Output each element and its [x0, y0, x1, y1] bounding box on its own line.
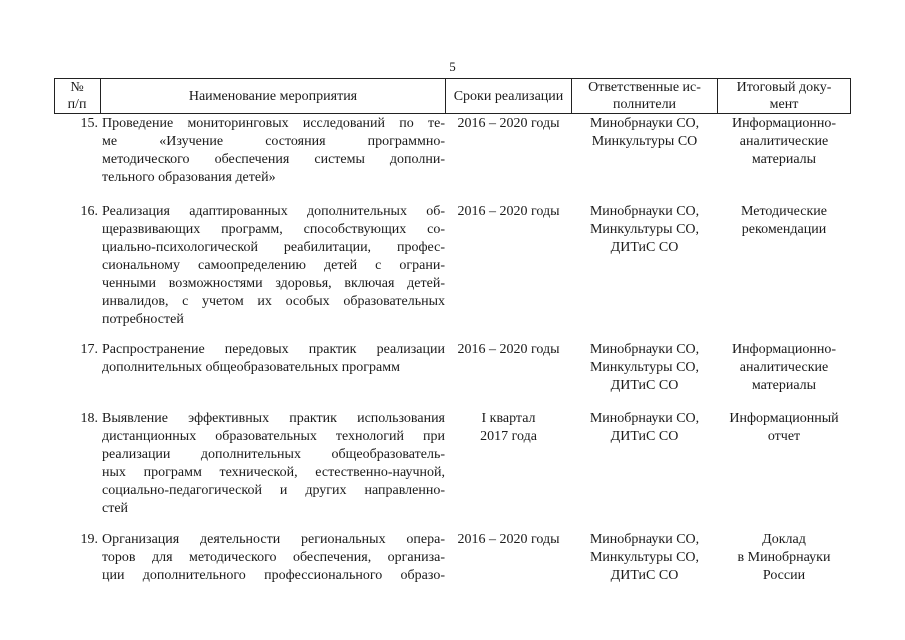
row-name-line: циально-психологической реабилитации, профес-	[102, 240, 445, 255]
table-header-bottom-border	[54, 113, 851, 114]
row-period	[446, 115, 571, 133]
row-name	[102, 531, 445, 585]
row-document-line: аналитические	[739, 360, 829, 375]
row-name-line: дистанционных образовательных технологий при	[102, 429, 445, 444]
row-period	[446, 410, 571, 446]
row-number: 19.	[80, 532, 98, 547]
row-name-line: ченными возможностями здоровья, включая детей-	[102, 276, 445, 291]
row-number: 17.	[80, 342, 98, 357]
header-responsible	[572, 79, 717, 113]
row-name-line: тельного образования детей»	[102, 170, 276, 185]
row-responsible-line: ДИТиС СО	[610, 378, 679, 393]
header-responsible-line2: полнители	[612, 97, 677, 112]
row-responsible-line: Минобрнауки СО,	[589, 116, 700, 131]
row-document	[718, 410, 850, 446]
row-period-line: I квартал	[481, 411, 536, 426]
row-responsible-line: ДИТиС СО	[610, 240, 679, 255]
row-document	[718, 341, 850, 395]
row-responsible-line: Минобрнауки СО,	[589, 532, 700, 547]
row-name-line: Проведение мониторинговых исследований по те-	[102, 116, 445, 131]
row-name-line: щеразвивающих программ, способствующих со-	[102, 222, 445, 237]
row-responsible-line: Минкультуры СО,	[589, 360, 700, 375]
row-name	[102, 115, 445, 187]
row-period-line: 2016 – 2020 годы	[457, 116, 560, 131]
row-period	[446, 341, 571, 359]
row-name-line: ции дополнительного профессионального образо-	[102, 568, 445, 583]
row-document-line: Информационный	[729, 411, 839, 426]
row-name-line: социально-педагогической и других направленно-	[102, 483, 445, 498]
row-responsible-line: Минкультуры СО,	[589, 550, 700, 565]
row-name-line: ных программ технической, естественно-научной,	[102, 465, 445, 480]
row-responsible-line: ДИТиС СО	[610, 429, 679, 444]
row-document	[718, 203, 850, 239]
row-document	[718, 115, 850, 169]
row-document-line: Информационно-	[731, 342, 837, 357]
row-responsible	[572, 203, 717, 257]
row-name-line: ме «Изучение состояния программно-	[102, 134, 445, 149]
row-responsible	[572, 341, 717, 395]
header-number-line2: п/п	[67, 97, 87, 112]
row-period	[446, 203, 571, 221]
row-name-line: инвалидов, с учетом их особых образовательных	[102, 294, 445, 309]
row-name	[102, 410, 445, 518]
row-document-line: аналитические	[739, 134, 829, 149]
row-responsible	[572, 531, 717, 585]
row-document-line: отчет	[767, 429, 801, 444]
row-document-line: Методические	[741, 204, 827, 219]
row-name-line: дополнительных общеобразовательных программ	[102, 360, 400, 375]
row-responsible-line: Минобрнауки СО,	[589, 342, 700, 357]
header-document-line1: Итоговый доку-	[736, 80, 832, 95]
page-number: 5	[449, 59, 456, 74]
row-name-line: Выявление эффективных практик использования	[102, 411, 445, 426]
row-name	[102, 341, 445, 377]
row-name-line: Реализация адаптированных дополнительных об-	[102, 204, 445, 219]
header-name: Наименование мероприятия	[188, 89, 358, 104]
row-document	[718, 531, 850, 585]
row-number: 15.	[80, 116, 98, 131]
header-number	[54, 79, 100, 113]
row-period	[446, 531, 571, 549]
row-responsible-line: ДИТиС СО	[610, 568, 679, 583]
row-name-line: методического обеспечения системы дополни-	[102, 152, 445, 167]
row-responsible	[572, 115, 717, 151]
row-responsible-line: Минкультуры СО	[591, 134, 698, 149]
header-document-line2: мент	[769, 97, 799, 112]
row-responsible-line: Минкультуры СО,	[589, 222, 700, 237]
row-document-line: России	[762, 568, 806, 583]
row-name-line: сиональному самоопределению детей с ограни-	[102, 258, 445, 273]
row-document-line: материалы	[751, 378, 817, 393]
header-period: Сроки реализации	[453, 89, 564, 104]
row-period-line: 2016 – 2020 годы	[457, 204, 560, 219]
row-period-line: 2016 – 2020 годы	[457, 342, 560, 357]
row-document-line: Доклад	[762, 532, 806, 547]
row-document-line: Информационно-	[731, 116, 837, 131]
row-name-line: реализации дополнительных общеобразователь-	[102, 447, 445, 462]
row-period-line: 2017 года	[480, 429, 537, 444]
header-number-line1: №	[70, 80, 84, 95]
row-name-line: торов для методического обеспечения, организа-	[102, 550, 445, 565]
row-document-line: материалы	[751, 152, 817, 167]
row-period-line: 2016 – 2020 годы	[457, 532, 560, 547]
row-number: 18.	[80, 411, 98, 426]
row-responsible-line: Минобрнауки СО,	[589, 411, 700, 426]
row-document-line: в Минобрнауки	[737, 550, 831, 565]
row-name	[102, 203, 445, 329]
row-name-line: Распространение передовых практик реализации	[102, 342, 445, 357]
row-name-line: потребностей	[102, 312, 184, 327]
row-number: 16.	[80, 204, 98, 219]
row-responsible-line: Минобрнауки СО,	[589, 204, 700, 219]
row-document-line: рекомендации	[741, 222, 827, 237]
row-responsible	[572, 410, 717, 446]
row-name-line: Организация деятельности региональных опера-	[102, 532, 445, 547]
header-document	[718, 79, 850, 113]
header-responsible-line1: Ответственные ис-	[588, 80, 701, 95]
row-name-line: стей	[102, 501, 129, 516]
col-divider-right	[850, 78, 851, 114]
